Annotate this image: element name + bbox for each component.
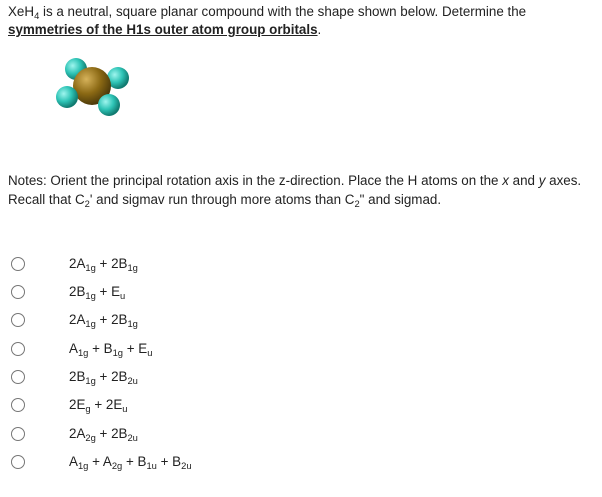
answer-option[interactable] <box>0 396 400 420</box>
answer-option[interactable] <box>0 311 400 335</box>
radio-button[interactable] <box>11 370 25 384</box>
answer-option[interactable] <box>0 340 400 364</box>
option-formula: $2B_{1g} + E_u$ <box>69 284 126 301</box>
radio-button[interactable] <box>11 257 25 271</box>
option-formula: $2A_{1g} + 2B_{1g}$ <box>69 256 138 273</box>
radio-button[interactable] <box>11 427 25 441</box>
option-formula: $2E_g + 2E_u$ <box>69 397 128 414</box>
option-formula: $2B_{1g} + 2B_{2u}$ <box>69 369 138 386</box>
question-text: XeH$_4$ is a neutral, square planar compound with the shape shown below. Determine the symmetries of the H1s outer atom group orbitals. <box>8 4 527 37</box>
molecule-image <box>52 55 134 119</box>
key-phrase: symmetries of the H1s outer atom group orbitals <box>8 22 318 37</box>
answer-option[interactable] <box>0 255 400 279</box>
radio-button[interactable] <box>11 285 25 299</box>
option-formula: $2A_{2g} + 2B_{2u}$ <box>69 426 138 443</box>
answer-option[interactable] <box>0 283 400 307</box>
option-formula: $A_{1g} + B_{1g} + E_u$ <box>69 341 153 358</box>
hydrogen-atom-front-left <box>56 86 78 108</box>
option-formula: $2A_{1g} + 2B_{1g}$ <box>69 312 138 329</box>
answer-option[interactable] <box>0 425 400 449</box>
radio-button[interactable] <box>11 313 25 327</box>
radio-button[interactable] <box>11 342 25 356</box>
hydrogen-atom-front-right <box>98 94 120 116</box>
radio-button[interactable] <box>11 398 25 412</box>
answer-option[interactable] <box>0 453 400 477</box>
notes-text: Notes: Orient the principal rotation axis in the z-direction. Place the H atoms on the x and y axes. Recall that $C_2'$ and sigmav run through more atoms than $C_2$" and sigmad. <box>8 173 582 209</box>
radio-button[interactable] <box>11 455 25 469</box>
option-formula: $A_{1g} + A_{2g} + B_{1u} + B_{2u}$ <box>69 454 192 471</box>
answer-option[interactable] <box>0 368 400 392</box>
